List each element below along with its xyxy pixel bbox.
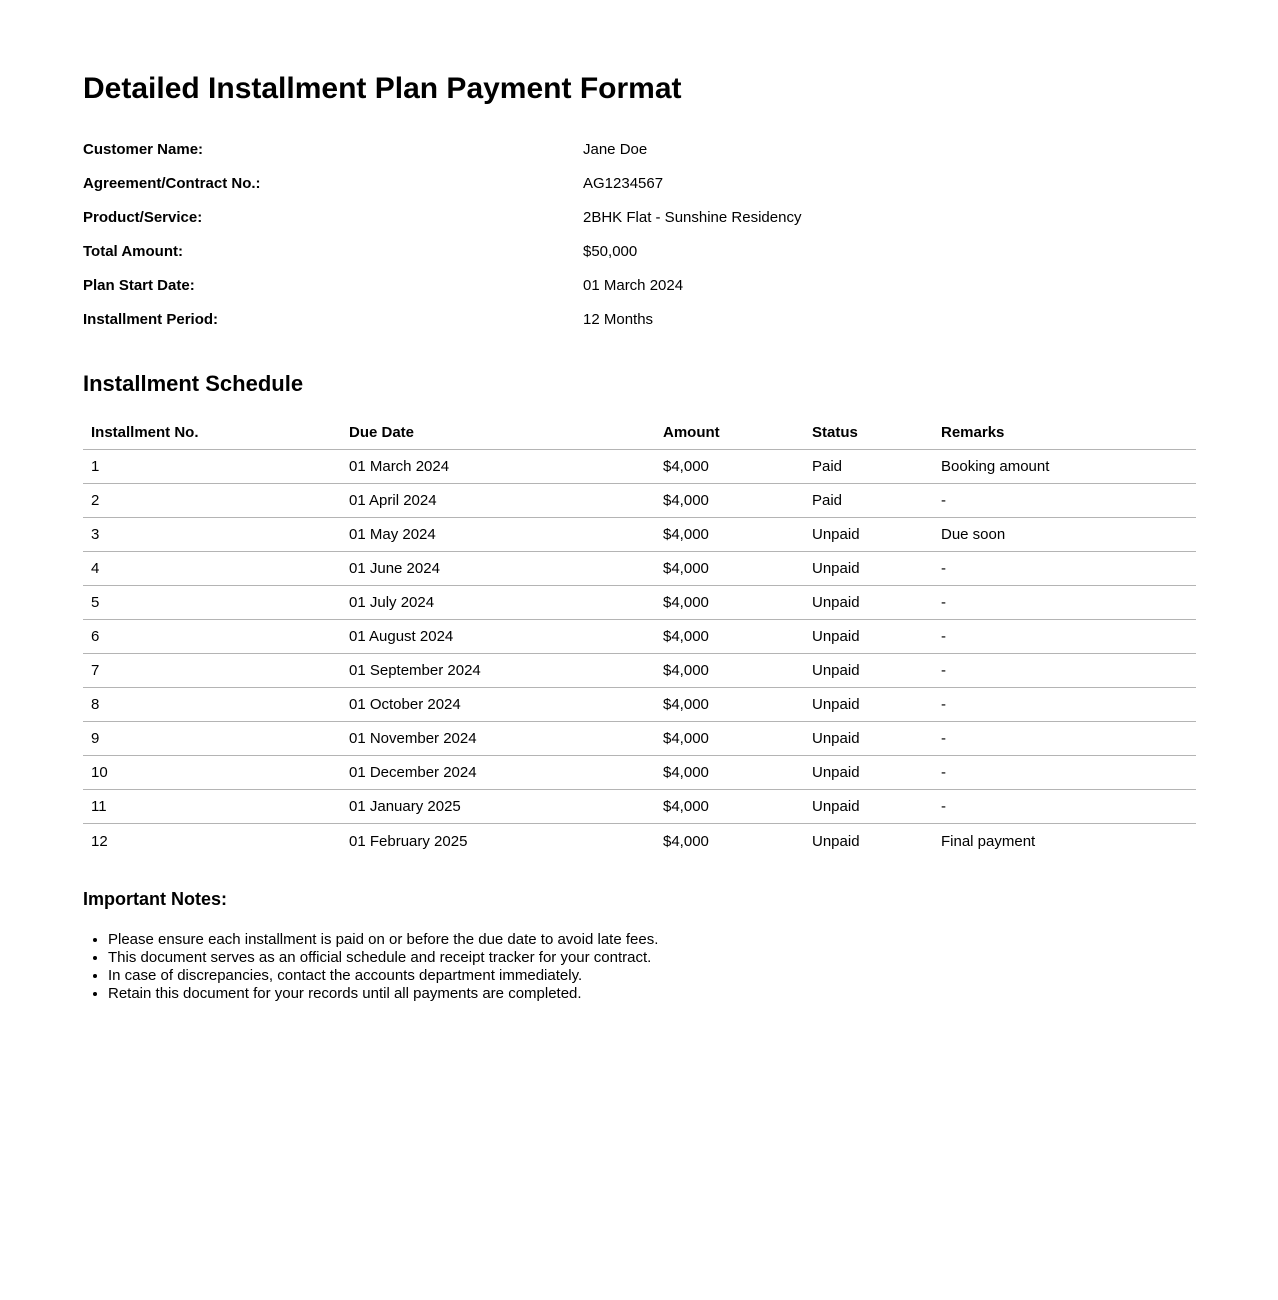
cell-due-date: 01 April 2024	[341, 484, 655, 518]
column-header-remarks: Remarks	[933, 416, 1196, 450]
note-item: • In case of discrepancies, contact the accounts department immediately.	[108, 967, 1196, 985]
cell-remarks: Final payment	[941, 832, 1036, 850]
cell-status: Unpaid	[812, 832, 860, 850]
cell-remarks: Due soon	[933, 518, 1196, 552]
column-header-installment-no: Installment No.	[83, 416, 341, 450]
cell-remarks: Booking amount	[933, 450, 1196, 484]
column-header-amount: Amount	[655, 416, 804, 450]
cell-remarks: -	[933, 756, 1196, 790]
cell-installment-no: 11	[83, 790, 341, 824]
note-item: • This document serves as an official schedule and receipt tracker for your contract.	[108, 949, 1196, 967]
cell-due-date: 01 January 2025	[341, 790, 655, 824]
cell-status: Unpaid	[804, 552, 933, 586]
detail-value: 01 March 2024	[583, 277, 684, 294]
table-row	[83, 790, 1196, 824]
cell-due-date: 01 June 2024	[341, 552, 655, 586]
table-row	[83, 450, 1196, 484]
cell-remarks: -	[933, 552, 1196, 586]
table-row	[83, 620, 1196, 654]
detail-label: Product/Service:	[83, 209, 203, 226]
installment-schedule-heading: Installment Schedule	[83, 370, 304, 396]
cell-remarks: -	[933, 586, 1196, 620]
table-row	[83, 518, 1196, 552]
table-row	[83, 688, 1196, 722]
cell-installment-no: 2	[83, 484, 341, 518]
detail-label: Total Amount:	[83, 243, 183, 260]
table-row	[83, 552, 1196, 586]
cell-installment-no: 12	[91, 832, 108, 850]
cell-installment-no: 9	[83, 722, 341, 756]
cell-amount: $4,000	[655, 518, 804, 552]
page-title: Detailed Installment Plan Payment Format	[83, 72, 682, 105]
cell-status: Unpaid	[804, 790, 933, 824]
cell-installment-no: 6	[83, 620, 341, 654]
cell-due-date: 01 May 2024	[341, 518, 655, 552]
contract-details	[83, 133, 1196, 337]
cell-due-date: 01 September 2024	[341, 654, 655, 688]
installment-schedule-table	[83, 416, 1196, 858]
detail-label: Agreement/Contract No.:	[83, 175, 261, 192]
important-notes-heading: Important Notes:	[83, 888, 227, 909]
column-header-due-date: Due Date	[341, 416, 655, 450]
cell-amount: $4,000	[655, 790, 804, 824]
cell-amount: $4,000	[655, 722, 804, 756]
detail-row-customer-name	[83, 133, 1196, 167]
important-notes-list	[83, 931, 1196, 1003]
cell-status: Unpaid	[804, 756, 933, 790]
detail-value: Jane Doe	[583, 141, 648, 158]
table-row	[83, 722, 1196, 756]
cell-status: Unpaid	[804, 586, 933, 620]
cell-amount: $4,000	[663, 832, 709, 850]
table-row	[83, 654, 1196, 688]
detail-row-installment-period	[83, 303, 1196, 337]
cell-due-date: 01 August 2024	[341, 620, 655, 654]
cell-installment-no: 3	[83, 518, 341, 552]
cell-remarks: -	[933, 654, 1196, 688]
detail-row-total-amount	[83, 235, 1196, 269]
cell-due-date: 01 October 2024	[341, 688, 655, 722]
detail-row-product-service	[83, 201, 1196, 235]
cell-amount: $4,000	[655, 756, 804, 790]
cell-amount: $4,000	[655, 654, 804, 688]
detail-value: $50,000	[583, 243, 638, 260]
cell-amount: $4,000	[655, 450, 804, 484]
cell-status: Unpaid	[804, 620, 933, 654]
column-header-status: Status	[804, 416, 933, 450]
detail-row-plan-start-date	[83, 269, 1196, 303]
table-row	[83, 824, 1196, 858]
cell-due-date: 01 February 2025	[349, 832, 468, 850]
detail-value: 2BHK Flat - Sunshine Residency	[583, 209, 802, 226]
cell-status: Unpaid	[804, 518, 933, 552]
cell-status: Unpaid	[804, 722, 933, 756]
cell-installment-no: 4	[83, 552, 341, 586]
cell-status: Unpaid	[804, 688, 933, 722]
cell-due-date: 01 November 2024	[341, 722, 655, 756]
cell-installment-no: 1	[83, 450, 341, 484]
table-row	[83, 756, 1196, 790]
cell-installment-no: 5	[83, 586, 341, 620]
detail-label: Plan Start Date:	[83, 277, 195, 294]
detail-value: AG1234567	[583, 175, 664, 192]
cell-remarks: -	[933, 688, 1196, 722]
cell-amount: $4,000	[655, 484, 804, 518]
cell-status: Paid	[804, 484, 933, 518]
table-row	[83, 586, 1196, 620]
cell-installment-no: 8	[83, 688, 341, 722]
note-item: • Please ensure each installment is paid on or before the due date to avoid late fees.	[108, 931, 1196, 949]
cell-status: Unpaid	[804, 654, 933, 688]
detail-value: 12 Months	[583, 311, 654, 328]
detail-row-agreement-no	[83, 167, 1196, 201]
cell-installment-no: 7	[83, 654, 341, 688]
table-row	[83, 484, 1196, 518]
cell-amount: $4,000	[655, 552, 804, 586]
note-item: • Retain this document for your records until all payments are completed.	[108, 985, 1196, 1003]
cell-remarks: -	[933, 620, 1196, 654]
cell-remarks: -	[933, 790, 1196, 824]
cell-due-date: 01 July 2024	[341, 586, 655, 620]
detail-label: Customer Name:	[83, 141, 204, 158]
cell-amount: $4,000	[655, 688, 804, 722]
cell-amount: $4,000	[655, 620, 804, 654]
cell-remarks: -	[933, 722, 1196, 756]
cell-status: Paid	[804, 450, 933, 484]
cell-amount: $4,000	[655, 586, 804, 620]
cell-installment-no: 10	[83, 756, 341, 790]
table-header-row	[83, 416, 1196, 450]
cell-remarks: -	[933, 484, 1196, 518]
detail-label: Installment Period:	[83, 311, 219, 328]
cell-due-date: 01 December 2024	[341, 756, 655, 790]
cell-due-date: 01 March 2024	[341, 450, 655, 484]
